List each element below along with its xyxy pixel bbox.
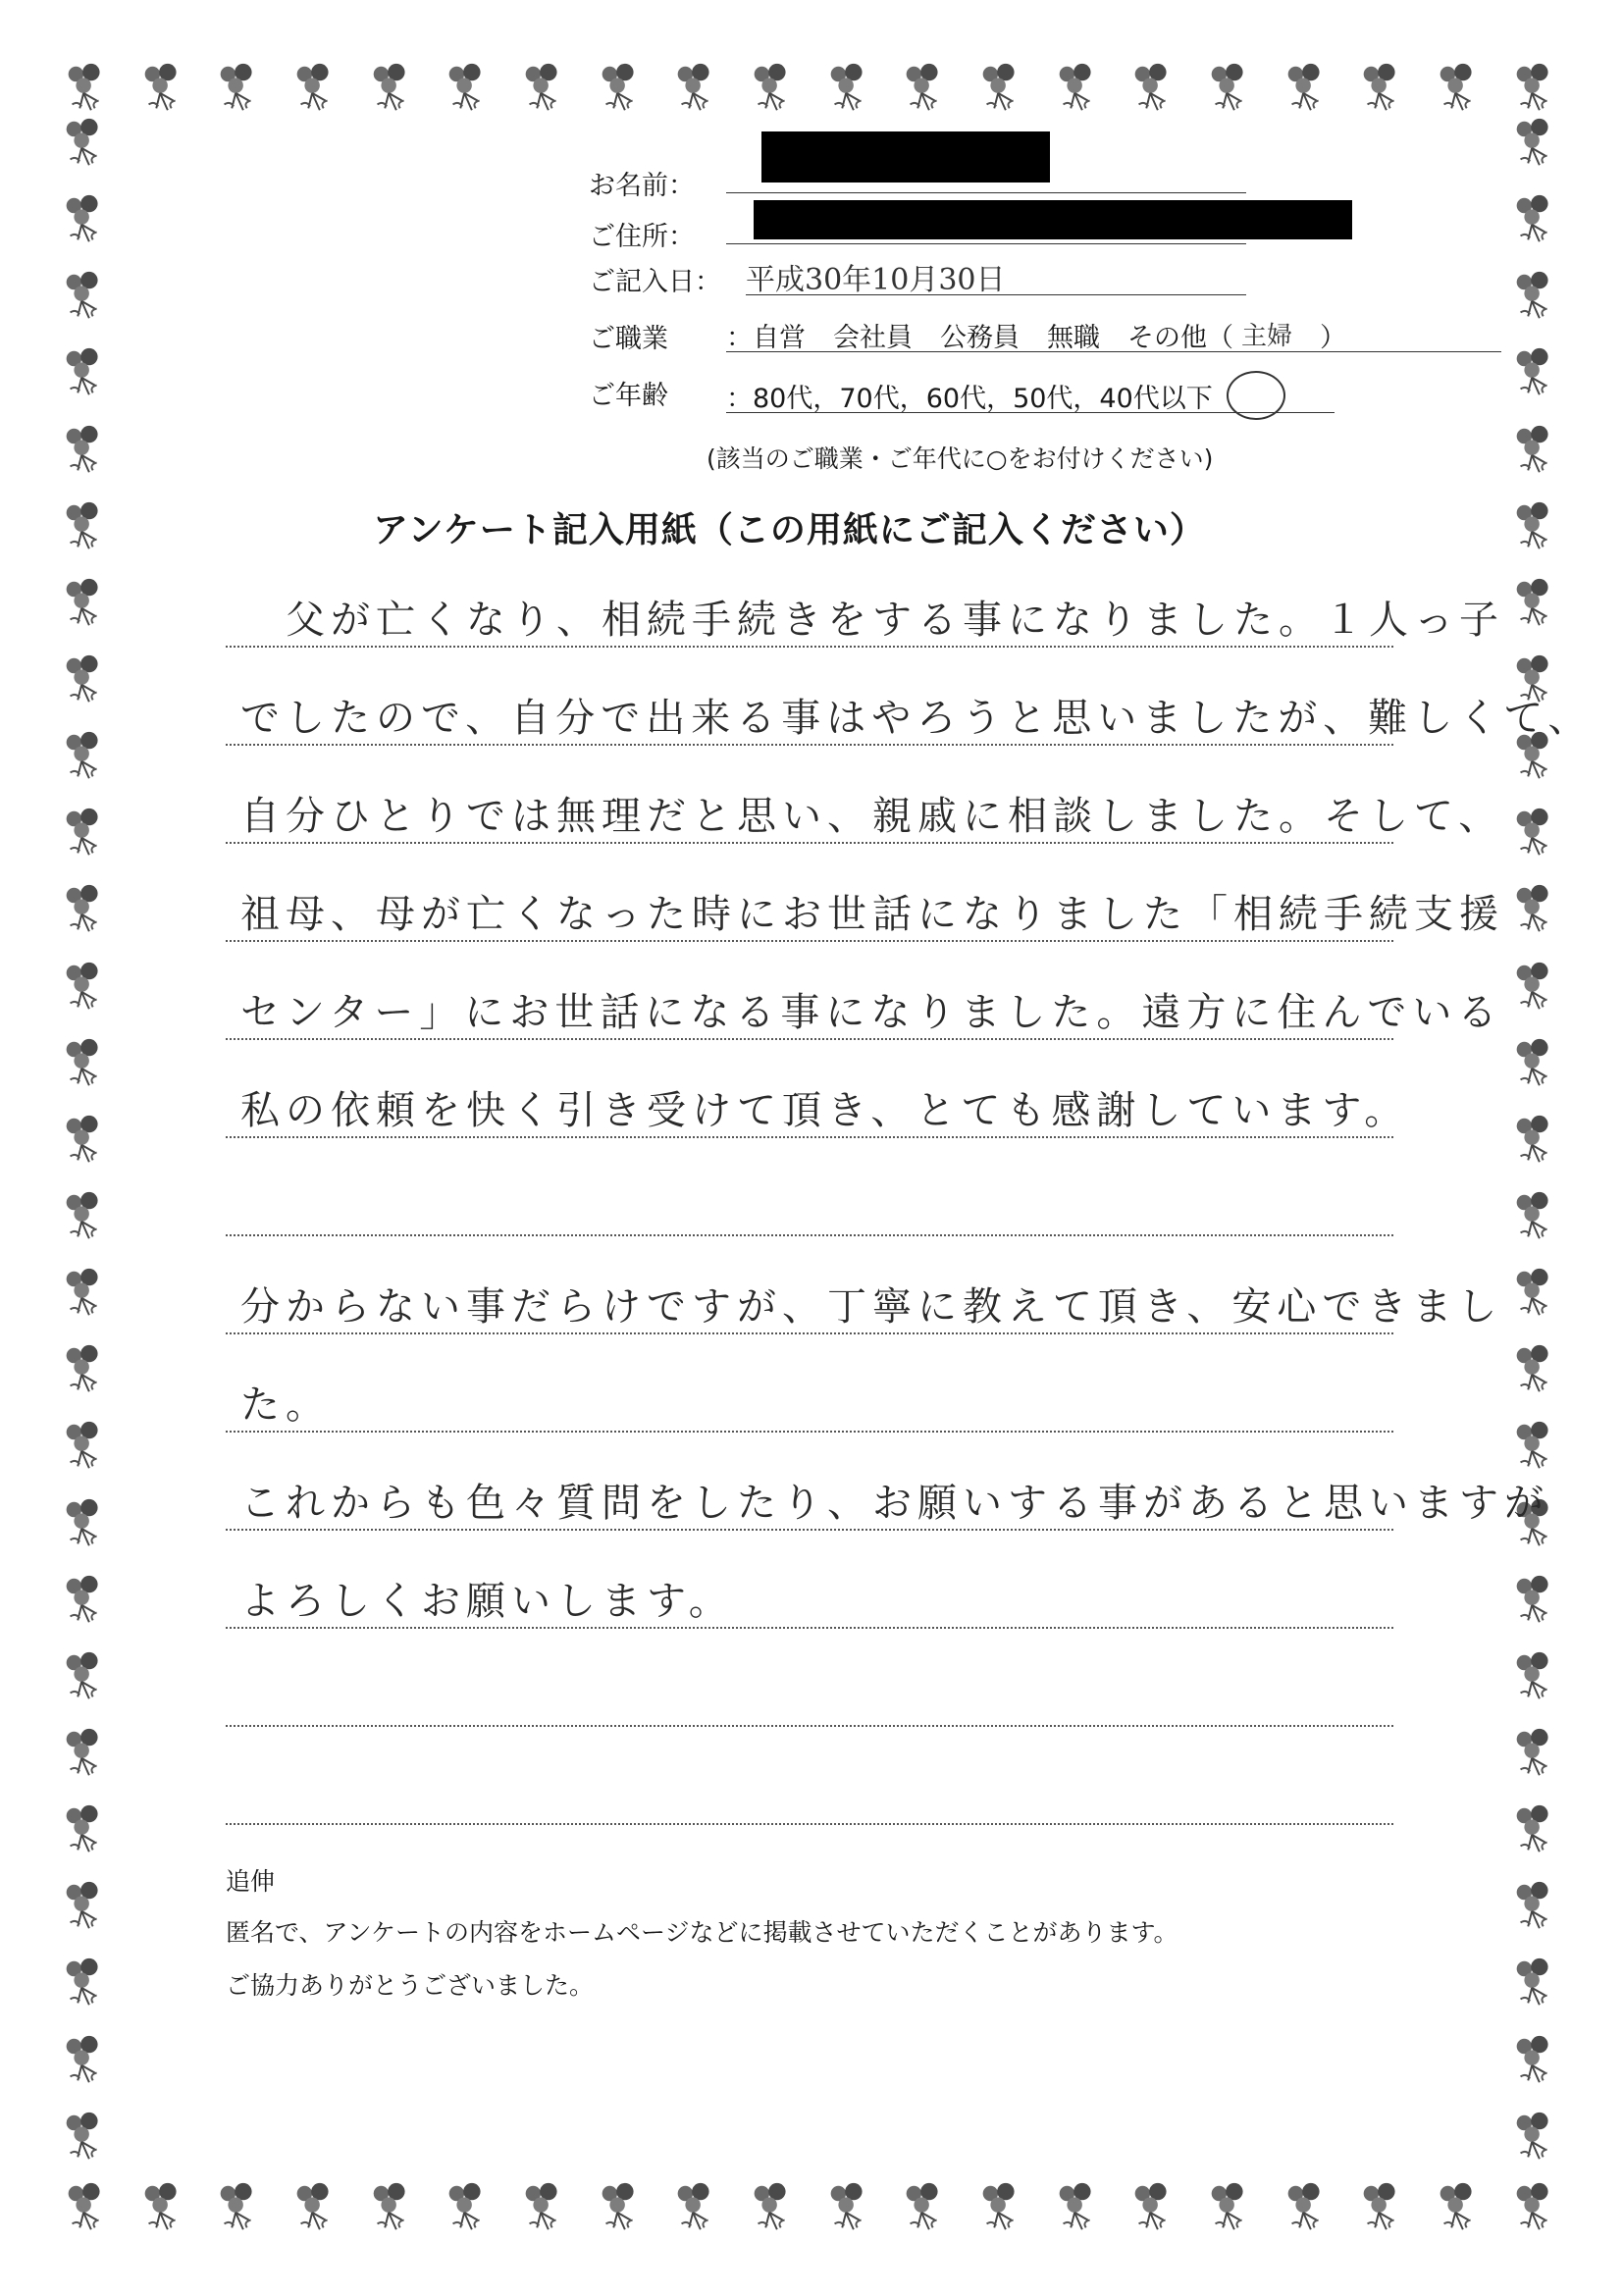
page-title: アンケート記入用紙（この用紙にご記入ください） bbox=[373, 510, 1206, 550]
name-label: お名前： bbox=[589, 171, 695, 201]
flower-ornament-icon bbox=[211, 2180, 268, 2237]
flower-ornament-icon bbox=[57, 2033, 114, 2090]
flower-ornament-icon bbox=[57, 116, 114, 173]
body-line: センター」にお世話になる事になりました。遠方に住んでいる bbox=[240, 990, 1503, 1035]
flower-ornament-icon bbox=[1507, 1649, 1564, 1706]
ruled-line bbox=[226, 1627, 1393, 1629]
flower-ornament-icon bbox=[821, 2180, 878, 2237]
flower-ornament-icon bbox=[57, 1496, 114, 1553]
ruled-line bbox=[226, 842, 1393, 844]
flower-ornament-icon bbox=[364, 61, 421, 118]
flower-ornament-icon bbox=[1279, 2180, 1335, 2237]
flower-ornament-icon bbox=[1507, 2110, 1564, 2166]
flower-ornament-icon bbox=[59, 61, 116, 118]
name-redaction bbox=[761, 131, 1050, 183]
flower-ornament-icon bbox=[57, 806, 114, 862]
flower-ornament-icon bbox=[1354, 61, 1411, 118]
flower-ornament-icon bbox=[668, 61, 725, 118]
address-label: ご住所： bbox=[589, 222, 695, 252]
body-line: 分からない事だらけですが、丁寧に教えて頂き、安心できまし bbox=[240, 1284, 1503, 1330]
flower-ornament-icon bbox=[57, 1189, 114, 1246]
occupation-other-value: 主婦 bbox=[1241, 322, 1293, 351]
flower-ornament-icon bbox=[1507, 1726, 1564, 1783]
body-line: よろしくお願いします。 bbox=[240, 1579, 734, 1624]
age-row bbox=[589, 365, 707, 412]
flower-ornament-icon bbox=[57, 1266, 114, 1323]
flower-ornament-icon bbox=[57, 729, 114, 786]
flower-ornament-icon bbox=[57, 2110, 114, 2166]
flower-ornament-icon bbox=[1507, 1802, 1564, 1859]
ps-text: 匿名で、アンケートの内容をホームページなどに掲載させていただくことがあります。 bbox=[226, 1918, 1178, 1947]
flower-ornament-icon bbox=[1507, 960, 1564, 1017]
flower-ornament-icon bbox=[973, 61, 1030, 118]
border-top bbox=[59, 61, 1564, 118]
occupation-option: 無職 bbox=[1047, 323, 1100, 353]
flower-ornament-icon bbox=[364, 2180, 421, 2237]
flower-ornament-icon bbox=[897, 2180, 954, 2237]
flower-ornament-icon bbox=[57, 1879, 114, 1936]
occupation-row bbox=[589, 308, 707, 355]
age-line bbox=[726, 412, 1335, 413]
date-line bbox=[746, 294, 1246, 295]
flower-ornament-icon bbox=[1126, 61, 1182, 118]
flower-ornament-icon bbox=[1202, 61, 1259, 118]
age-options bbox=[726, 377, 1213, 415]
flower-ornament-icon bbox=[59, 2180, 116, 2237]
border-bottom bbox=[59, 2180, 1564, 2237]
flower-ornament-icon bbox=[1507, 576, 1564, 633]
flower-ornament-icon bbox=[516, 2180, 573, 2237]
flower-ornament-icon bbox=[973, 2180, 1030, 2237]
flower-ornament-icon bbox=[57, 882, 114, 939]
flower-ornament-icon bbox=[57, 1573, 114, 1630]
occupation-option: ） bbox=[1320, 323, 1347, 353]
ruled-line bbox=[226, 1234, 1393, 1236]
ruled-line bbox=[226, 1136, 1393, 1138]
flower-ornament-icon bbox=[211, 61, 268, 118]
flower-ornament-icon bbox=[57, 1802, 114, 1859]
ruled-line bbox=[226, 744, 1393, 746]
ruled-line bbox=[226, 1332, 1393, 1334]
flower-ornament-icon bbox=[57, 652, 114, 709]
flower-ornament-icon bbox=[57, 1649, 114, 1706]
flower-ornament-icon bbox=[1507, 345, 1564, 402]
flower-ornament-icon bbox=[1354, 2180, 1411, 2237]
date-value: 平成30年10月30日 bbox=[746, 263, 1006, 297]
ps-label: 追伸 bbox=[226, 1867, 276, 1896]
flower-ornament-icon bbox=[57, 345, 114, 402]
date-label: ご記入日： bbox=[589, 267, 721, 297]
thanks-text: ご協力ありがとうございました。 bbox=[226, 1971, 595, 2000]
flower-ornament-icon bbox=[440, 2180, 497, 2237]
ruled-line bbox=[226, 646, 1393, 648]
flower-ornament-icon bbox=[1507, 116, 1564, 173]
flower-ornament-icon bbox=[1050, 61, 1107, 118]
border-left bbox=[57, 116, 114, 2166]
ruled-line bbox=[226, 1725, 1393, 1727]
date-row bbox=[589, 251, 1006, 298]
flower-ornament-icon bbox=[593, 61, 650, 118]
flower-ornament-icon bbox=[440, 61, 497, 118]
flower-ornament-icon bbox=[1507, 2033, 1564, 2090]
name-row bbox=[589, 155, 707, 202]
flower-ornament-icon bbox=[57, 1113, 114, 1170]
instruction-note: (該当のご職業・ご年代に○をお付けください) bbox=[707, 444, 1214, 473]
flower-ornament-icon bbox=[1507, 1036, 1564, 1093]
flower-ornament-icon bbox=[1507, 61, 1564, 118]
flower-ornament-icon bbox=[1507, 1419, 1564, 1476]
flower-ornament-icon bbox=[1507, 1956, 1564, 2012]
flower-ornament-icon bbox=[1507, 269, 1564, 326]
occupation-label: ご職業 bbox=[589, 324, 668, 354]
flower-ornament-icon bbox=[1507, 499, 1564, 556]
flower-ornament-icon bbox=[1507, 1113, 1564, 1170]
flower-ornament-icon bbox=[1126, 2180, 1182, 2237]
flower-ornament-icon bbox=[135, 61, 192, 118]
flower-ornament-icon bbox=[288, 2180, 344, 2237]
flower-ornament-icon bbox=[57, 1342, 114, 1399]
flower-ornament-icon bbox=[288, 61, 344, 118]
flower-ornament-icon bbox=[57, 1419, 114, 1476]
occupation-option: その他（ bbox=[1127, 323, 1233, 353]
occupation-option: 会社員 bbox=[833, 323, 913, 353]
flower-ornament-icon bbox=[668, 2180, 725, 2237]
age-options-text: ：80代，70代，60代，50代，40代以下 bbox=[726, 384, 1213, 414]
flower-ornament-icon bbox=[1507, 2180, 1564, 2237]
flower-ornament-icon bbox=[57, 960, 114, 1017]
ruled-line bbox=[226, 940, 1393, 942]
flower-ornament-icon bbox=[897, 61, 954, 118]
ruled-line bbox=[226, 1823, 1393, 1825]
flower-ornament-icon bbox=[57, 499, 114, 556]
ruled-line bbox=[226, 1431, 1393, 1433]
flower-ornament-icon bbox=[821, 61, 878, 118]
flower-ornament-icon bbox=[745, 2180, 802, 2237]
flower-ornament-icon bbox=[1507, 1879, 1564, 1936]
name-line bbox=[726, 192, 1246, 193]
address-line bbox=[726, 243, 1246, 244]
flower-ornament-icon bbox=[57, 1036, 114, 1093]
flower-ornament-icon bbox=[57, 1726, 114, 1783]
flower-ornament-icon bbox=[516, 61, 573, 118]
occupation-line bbox=[726, 351, 1501, 352]
flower-ornament-icon bbox=[1050, 2180, 1107, 2237]
occupation-options bbox=[726, 316, 1346, 354]
address-row bbox=[589, 206, 707, 253]
body-line: でしたので、自分で出来る事はやろうと思いましたが、難しくて、 bbox=[240, 696, 1594, 741]
flower-ornament-icon bbox=[57, 423, 114, 480]
ruled-line bbox=[226, 1529, 1393, 1531]
flower-ornament-icon bbox=[1507, 806, 1564, 862]
flower-ornament-icon bbox=[1431, 2180, 1488, 2237]
flower-ornament-icon bbox=[135, 2180, 192, 2237]
flower-ornament-icon bbox=[593, 2180, 650, 2237]
body-line: 自分ひとりでは無理だと思い、親戚に相談しました。そして、 bbox=[240, 794, 1504, 839]
flower-ornament-icon bbox=[1279, 61, 1335, 118]
body-line: 私の依頼を快く引き受けて頂き、とても感謝しています。 bbox=[240, 1088, 1410, 1133]
flower-ornament-icon bbox=[1507, 1189, 1564, 1246]
body-line: これからも色々質問をしたり、お願いする事があると思いますが bbox=[240, 1481, 1549, 1526]
occupation-option: 公務員 bbox=[940, 323, 1020, 353]
border-right bbox=[1507, 116, 1564, 2166]
flower-ornament-icon bbox=[1507, 1573, 1564, 1630]
body-line: 祖母、母が亡くなった時にお世話になりました「相続手続支援 bbox=[240, 892, 1504, 937]
body-line: た。 bbox=[240, 1383, 331, 1428]
flower-ornament-icon bbox=[57, 1956, 114, 2012]
flower-ornament-icon bbox=[57, 192, 114, 249]
flower-ornament-icon bbox=[1431, 61, 1488, 118]
age-label: ご年齢 bbox=[589, 381, 668, 411]
flower-ornament-icon bbox=[1507, 192, 1564, 249]
flower-ornament-icon bbox=[745, 61, 802, 118]
flower-ornament-icon bbox=[57, 269, 114, 326]
ruled-line bbox=[226, 1038, 1393, 1040]
occupation-option: ：自営 bbox=[726, 323, 806, 353]
flower-ornament-icon bbox=[1202, 2180, 1259, 2237]
flower-ornament-icon bbox=[1507, 882, 1564, 939]
flower-ornament-icon bbox=[1507, 423, 1564, 480]
flower-ornament-icon bbox=[57, 576, 114, 633]
address-redaction bbox=[754, 200, 1352, 239]
body-line: 父が亡くなり、相続手続きをする事になりました。１人っ子 bbox=[240, 598, 1504, 643]
flower-ornament-icon bbox=[1507, 1266, 1564, 1323]
flower-ornament-icon bbox=[1507, 1342, 1564, 1399]
